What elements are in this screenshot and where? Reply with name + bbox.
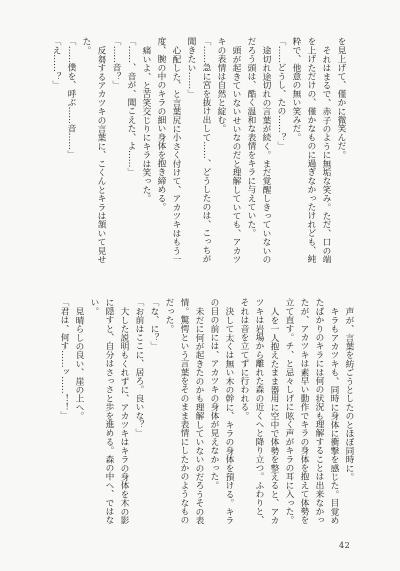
paragraph [153,37,183,263]
paragraph [206,298,236,524]
paragraph [288,37,333,263]
text-column: 「お前はここに、居ろ。良いな？」 [134,298,144,438]
text-column: い。 [89,298,99,316]
text-column: 粋で、他意の無い笑みだ。 [291,37,301,142]
paragraph [341,298,356,524]
text-column: 「え……？」 [51,37,61,90]
text-column: 心配した、と言葉尻に小さく付けて、アカツキはもう一 [171,45,181,263]
paragraph [273,37,288,263]
text-column: たばかりのキラには何の状況も理解することは出来なかっ [314,298,324,524]
paragraph [108,37,123,263]
text-column: 未だに何が起きたのかも理解していないのだろうその表 [194,306,204,524]
paragraph [213,37,243,263]
text-column: 「な、に？」 [149,298,159,351]
text-column: だろう頭は、酷く温和な表情をキラに与えていた。 [246,37,256,238]
text-column: 反芻するアカツキの言葉に、こくんとキラは頷いて見せ [96,45,106,263]
text-column: それはまるで、赤子のように無垢な笑み。ただ、口の端 [321,45,331,263]
text-column: を見上げて、僅かに微笑んだ。 [336,37,346,159]
text-column: 人を一人抱えたまま器用に空中で体勢を整えると、アカ [269,306,279,524]
paragraph [78,37,108,263]
text-column: に隠すと、自分はさっさと歩を進める。森の中へ、ではな [104,298,114,524]
upper-tier-text [48,37,348,263]
paragraph [86,298,131,524]
text-column: ツキは岩場から離れた森の近くへと降り立つ。ふわりと、 [254,298,264,524]
text-column: 痛いよ、と苦笑交じりにキラは笑った。 [141,45,151,203]
paragraph [138,37,153,263]
paragraph [63,37,78,263]
text-column: 情。驚愕という言葉をそのまま表情にしたかのようなもの [179,298,189,524]
text-column: の目の前には、アカツキの身体が見えなかった。 [209,298,219,490]
paragraph [183,37,213,263]
lower-tier-text [56,298,356,524]
text-column: たが、アカツキは素早い動作でキラの身体を抱えて体勢を [299,298,309,524]
text-column: 「君は、何す……ッ……！！」 [59,298,69,420]
page-number: 42 [339,541,351,550]
paragraph [146,298,161,524]
text-column: それは音を立てずに行われる。 [239,298,249,420]
text-column: 度、腕の中のキラの細い身体を抱き締める。 [156,37,166,211]
text-column: 決して太くは無い木の幹に、キラの身体を預ける。キラ [224,306,234,524]
text-column: 頭が起きていないせいなのだと理解していても、アカツ [231,45,241,263]
paragraph [236,298,281,524]
text-column: 立て直す。チ、と忌々しげに呟く声がキラの耳に入った。 [284,298,294,524]
paragraph [56,298,71,524]
text-column: 途切れ途切れの言葉が続く。まだ覚醒しきっていないの [261,45,271,263]
paragraph [161,298,206,524]
text-column: 「……急に宮を抜け出して……、どうしたのは、こっちが [201,37,211,263]
text-column: 「……、音が、聞こえた、よ……」 [126,37,136,177]
paragraph [71,298,86,524]
text-column: キラもアカツキも、同時に身体に衝撃を感じた。目覚め [329,306,339,524]
text-column: だった。 [164,298,174,333]
text-column: 「……どうし、たの……？」 [276,37,286,151]
text-column: た。 [81,37,91,55]
text-column: 声が、言葉を紡ごうとしたのとほぼ同時に。 [344,306,354,481]
paragraph [48,37,63,263]
paragraph [243,37,273,263]
text-column: キの表情は自然と綻む。 [216,37,226,133]
paragraph [131,298,146,524]
text-column: 「……音？」 [111,37,121,90]
text-column: 聞きたい……」 [186,37,196,98]
text-column: を上げただけの、僅かなものに過ぎなかったけれども、純 [306,37,316,263]
text-column: 見晴らしの良い、崖の上へ。 [74,306,84,420]
text-column: 「……僕を、呼ぶ……音……」 [66,37,76,159]
paragraph [333,37,348,263]
paragraph [281,298,341,524]
text-column: 大した説明もくれずに、アカツキはキラの身体を木の影 [119,306,129,524]
paragraph [123,37,138,263]
